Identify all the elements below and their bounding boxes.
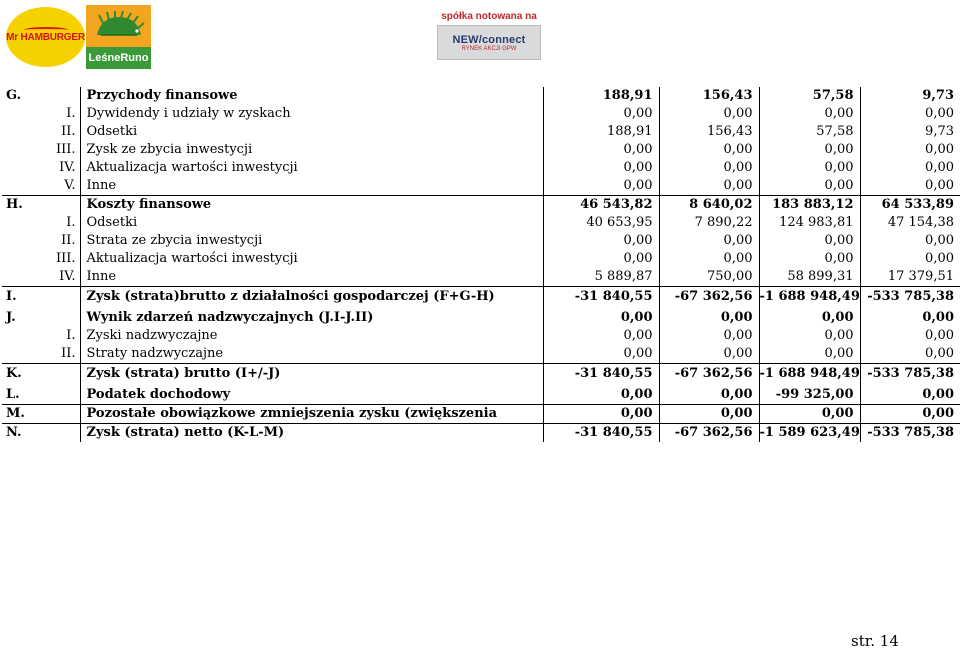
row-value-1: 188,91 (543, 123, 659, 141)
newconnect-logo-box (437, 25, 541, 60)
row-value-3: 0,00 (759, 405, 860, 424)
row-value-4: 9,73 (860, 87, 960, 105)
row-code: III. (55, 142, 76, 157)
row-code: II. (61, 124, 76, 139)
hedgehog-icon (86, 5, 151, 47)
row-value-1: 0,00 (543, 309, 659, 327)
row-value-3: 183 883,12 (759, 196, 860, 215)
row-value-4: -533 785,38 (860, 424, 960, 443)
row-code: IV. (59, 269, 76, 284)
row-value-4: 0,00 (860, 405, 960, 424)
row-value-1: 5 889,87 (543, 268, 659, 287)
mrhamburger-logo-text: Mr HAMBURGER (6, 31, 85, 43)
row-value-2: 0,00 (659, 250, 759, 268)
row-code: IV. (59, 160, 76, 175)
lesneruno-logo (86, 5, 151, 69)
row-value-4: 0,00 (860, 105, 960, 123)
row-value-1: 188,91 (543, 87, 659, 105)
table-row (2, 232, 960, 250)
row-code: M. (2, 405, 80, 424)
row-code: II. (61, 233, 76, 248)
table-row (2, 268, 960, 287)
row-label: Dywidendy i udziały w zyskach (80, 105, 543, 123)
row-value-1: 0,00 (543, 177, 659, 196)
row-label: Straty nadzwyczajne (80, 345, 543, 364)
row-label: Inne (80, 268, 543, 287)
row-value-4: 0,00 (860, 177, 960, 196)
row-value-1: -31 840,55 (543, 424, 659, 443)
row-value-3: -99 325,00 (759, 386, 860, 405)
row-value-2: 0,00 (659, 177, 759, 196)
row-value-2: 156,43 (659, 123, 759, 141)
row-code: N. (2, 424, 80, 443)
row-value-3: -1 688 948,49 (759, 364, 860, 387)
row-value-3: -1 688 948,49 (759, 287, 860, 310)
table-row (2, 405, 960, 424)
row-value-3: 57,58 (759, 123, 860, 141)
row-label: Zyski nadzwyczajne (80, 327, 543, 345)
row-label: Aktualizacja wartości inwestycji (80, 159, 543, 177)
row-value-3: 58 899,31 (759, 268, 860, 287)
row-value-1: 0,00 (543, 232, 659, 250)
row-value-3: 0,00 (759, 250, 860, 268)
row-label: Koszty finansowe (80, 196, 543, 215)
row-label: Inne (80, 177, 543, 196)
row-value-1: -31 840,55 (543, 364, 659, 387)
table-row (2, 177, 960, 196)
row-value-1: 0,00 (543, 345, 659, 364)
row-code: I. (66, 328, 76, 343)
table-row (2, 141, 960, 159)
row-value-4: 0,00 (860, 250, 960, 268)
row-value-1: 0,00 (543, 250, 659, 268)
row-value-4: 0,00 (860, 232, 960, 250)
row-label: Zysk (strata) netto (K-L-M) (80, 424, 543, 443)
row-value-4: 0,00 (860, 327, 960, 345)
row-label: Strata ze zbycia inwestycji (80, 232, 543, 250)
row-value-2: 0,00 (659, 327, 759, 345)
row-value-1: 40 653,95 (543, 214, 659, 232)
row-value-2: -67 362,56 (659, 364, 759, 387)
row-value-4: 0,00 (860, 309, 960, 327)
row-value-3: -1 589 623,49 (759, 425, 860, 440)
row-value-3: 0,00 (759, 327, 860, 345)
row-value-1: 0,00 (543, 105, 659, 123)
row-label: Zysk (strata) brutto (I+/-J) (80, 364, 543, 387)
row-value-4: 64 533,89 (860, 196, 960, 215)
row-label: Odsetki (80, 214, 543, 232)
newconnect-logo-subtext: RYNEK AKCJI GPW (461, 45, 517, 52)
row-code: I. (66, 215, 76, 230)
row-label: Podatek dochodowy (80, 386, 543, 405)
row-value-4: 0,00 (860, 159, 960, 177)
row-code: H. (2, 196, 80, 215)
row-value-2: 0,00 (659, 309, 759, 327)
page-number: str. 14 (851, 632, 899, 650)
table-row (2, 87, 960, 105)
row-value-3: 0,00 (759, 177, 860, 196)
row-value-4: 47 154,38 (860, 214, 960, 232)
table-row (2, 105, 960, 123)
table-row (2, 386, 960, 405)
row-value-2: 0,00 (659, 386, 759, 405)
row-value-1: 0,00 (543, 386, 659, 405)
row-value-2: -67 362,56 (659, 424, 759, 443)
table-row (2, 287, 960, 310)
row-value-4: 0,00 (860, 345, 960, 364)
table-row (2, 250, 960, 268)
row-value-1: 0,00 (543, 159, 659, 177)
row-value-2: 8 640,02 (659, 196, 759, 215)
row-code: I. (66, 106, 76, 121)
table-row (2, 214, 960, 232)
row-label: Odsetki (80, 123, 543, 141)
row-label: Zysk (strata)brutto z działalności gospodarczej (F+G-H) (80, 287, 543, 310)
row-code: V. (64, 178, 76, 193)
row-value-3: 0,00 (759, 141, 860, 159)
row-value-2: 0,00 (659, 105, 759, 123)
row-value-4: 17 379,51 (860, 268, 960, 287)
lesneruno-logo-text: LeśneRuno (86, 47, 151, 69)
row-value-1: 46 543,82 (543, 196, 659, 215)
row-value-2: 0,00 (659, 405, 759, 424)
row-value-3: 0,00 (759, 105, 860, 123)
newconnect-logo (437, 11, 541, 59)
row-code: G. (6, 88, 22, 103)
row-value-2: 7 890,22 (659, 214, 759, 232)
row-value-3: 57,58 (759, 87, 860, 105)
mrhamburger-logo (6, 7, 85, 67)
row-label: Zysk ze zbycia inwestycji (80, 141, 543, 159)
table-row (2, 424, 960, 443)
row-label: Wynik zdarzeń nadzwyczajnych (J.I-J.II) (80, 309, 543, 327)
row-label: Przychody finansowe (80, 87, 543, 105)
row-value-1: 0,00 (543, 141, 659, 159)
row-label: Pozostałe obowiązkowe zmniejszenia zysku (zwiększenia (80, 405, 543, 424)
table-row (2, 345, 960, 364)
row-value-2: 750,00 (659, 268, 759, 287)
row-value-4: -533 785,38 (860, 287, 960, 310)
row-value-4: 0,00 (860, 386, 960, 405)
table-row (2, 309, 960, 327)
row-value-2: 0,00 (659, 159, 759, 177)
row-value-4: -533 785,38 (860, 364, 960, 387)
row-code: L. (6, 387, 20, 402)
row-value-2: 0,00 (659, 141, 759, 159)
logo-swoosh (24, 27, 68, 33)
row-value-4: 9,73 (860, 123, 960, 141)
row-label: Aktualizacja wartości inwestycji (80, 250, 543, 268)
row-value-3: 0,00 (759, 232, 860, 250)
row-value-1: -31 840,55 (543, 287, 659, 310)
row-value-1: 0,00 (543, 327, 659, 345)
newconnect-logo-text: NEW/connect (452, 33, 526, 46)
newconnect-logo-caption: spółka notowana na (441, 11, 537, 22)
row-value-3: 0,00 (759, 309, 860, 327)
row-code: III. (55, 251, 76, 266)
row-code: K. (2, 364, 80, 387)
table-row (2, 159, 960, 177)
table-row (2, 364, 960, 387)
financial-table (2, 87, 960, 442)
row-value-2: 156,43 (659, 87, 759, 105)
row-value-3: 124 983,81 (759, 214, 860, 232)
table-row (2, 327, 960, 345)
row-value-2: 0,00 (659, 232, 759, 250)
row-code: II. (61, 346, 76, 361)
row-value-3: 0,00 (759, 159, 860, 177)
financial-table-body (2, 87, 960, 442)
row-code: I. (2, 287, 80, 310)
row-value-2: 0,00 (659, 345, 759, 364)
row-value-4: 0,00 (860, 141, 960, 159)
row-code: J. (6, 310, 16, 325)
row-value-3: 0,00 (759, 345, 860, 364)
row-value-1: 0,00 (543, 405, 659, 424)
row-value-2: -67 362,56 (659, 287, 759, 310)
table-row (2, 196, 960, 215)
table-row (2, 123, 960, 141)
